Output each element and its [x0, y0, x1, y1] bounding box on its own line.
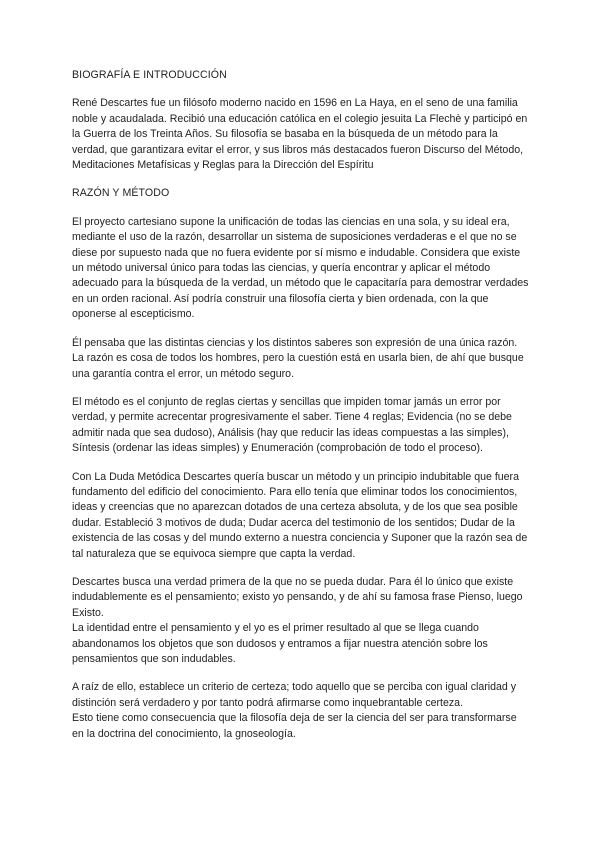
paragraph-biography: René Descartes fue un filósofo moderno nacido en 1596 en La Haya, en el seno de una familia noble y acaudalada. Recibió una educación católica en el colegio jesuita La Flechè y participó en la Guerra de los Treinta Años. Su filosofía se basaba en la búsqueda de un método para la verdad, que garantizara evitar el error, y sus libros más destacados fueron Discurso del Método, Meditaciones Metafísicas y Reglas para la Dirección del Espíritu: [72, 97, 528, 172]
section-heading-reason-method: RAZÓN Y MÉTODO: [72, 187, 170, 200]
paragraph-methodic-doubt: Con La Duda Metódica Descartes quería buscar un método y un principio indubitable que fuera fundamento del edificio del conocimiento. Para ello tenía que eliminar todos los conocimientos, ideas y creencias que no aparezcan dotados de una certeza absoluta, y de los que sea posible dudar. Estableció 3 motivos de duda; Dudar acerca del testimonio de los sentidos; Dudar de la existencia de las cosas y del mundo externo a nuestra conciencia y Suponer que la razón sea de tal naturaleza que se equivoca siempre que capta la verdad.: [72, 470, 528, 560]
paragraph-certainty-criterion: A raíz de ello, establece un criterio de certeza; todo aquello que se perciba con igual claridad y distinción será verdadero y por tanto podrá afirmarse como inquebrantable certeza.: [72, 681, 517, 709]
paragraph-method-rules: El método es el conjunto de reglas ciertas y sencillas que impiden tomar jamás un error por verdad, y permite acrecentar progresivamente el saber. Tiene 4 reglas; Evidencia (no se debe admitir nada que sea dudoso), Análisis (hay que reducir las ideas compuestas a las simples), Síntesis (ordenar las ideas simples) y Enumeración (comprobación de todo el proceso).: [72, 395, 512, 455]
paragraph-gnoseology: Esto tiene como consecuencia que la filosofía deja de ser la ciencia del ser para transformarse en la doctrina del conocimiento, la gnoseología.: [72, 712, 517, 740]
paragraph-thought-identity: La identidad entre el pensamiento y el yo es el primer resultado al que se llega cuando abandonamos los objetos que son dudosos y entramos a fijar nuestra atención sobre los pensamientos que son indudables.: [72, 622, 488, 665]
document-page: [72, 68, 530, 755]
paragraph-unique-reason: Él pensaba que las distintas ciencias y los distintos saberes son expresión de una única razón. La razón es cosa de todos los hombres, pero la cuestión está en usarla bien, de ahí que busque una garantía contra el error, un método seguro.: [72, 336, 524, 380]
paragraph-first-truth: Descartes busca una verdad primera de la que no se pueda dudar. Para él lo único que existe indudablemente es el pensamiento; existo yo pensando, y de ahí su famosa frase Pienso, luego Existo.: [72, 575, 523, 619]
paragraph-cartesian-project: El proyecto cartesiano supone la unificación de todas las ciencias en una sola, y su ideal era, mediante el uso de la razón, desarrollar un sistema de suposiciones verdaderas e el que no se diese por supuesto nada que no fuera evidente por sí mismo e indudable. Considera que existe un método universal único para todas las ciencias, y quería encontrar y aplicar el método adecuado para la búsqueda de la verdad, un método que le capacitaría para demostrar verdades en un orden racional. Así podría construir una filosofía cierta y bien ordenada, con la que oponerse al escepticismo.: [72, 215, 529, 321]
section-heading-biography: BIOGRAFÍA E INTRODUCCIÓN: [72, 69, 227, 81]
